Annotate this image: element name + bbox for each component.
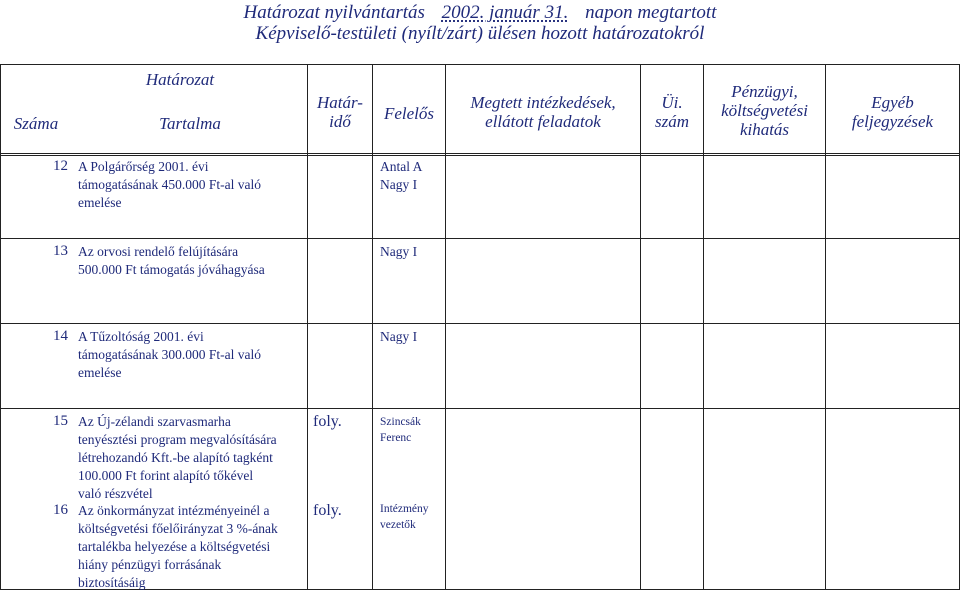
header-ui-szam <box>641 93 703 131</box>
responsible-line: Szincsák <box>380 416 421 428</box>
responsible-line: Ferenc <box>380 432 412 444</box>
header-ui-line2: szám <box>654 112 689 131</box>
header-intezkedesek-line2: ellátott feladatok <box>485 112 601 131</box>
row-responsible <box>380 501 444 533</box>
header-egyeb-line1: Egyéb <box>871 93 914 112</box>
header-tartalma: Tartalma <box>159 114 221 133</box>
row-number: 12 <box>53 158 68 174</box>
header-penzugyi <box>704 82 825 139</box>
row-number: 16 <box>53 502 68 518</box>
content-line: támogatásának 300.000 Ft-al való <box>78 347 261 362</box>
header-egyeb-line2: feljegyzések <box>851 112 934 131</box>
column-divider <box>640 64 641 590</box>
header-intezkedesek-line1: Megtett intézkedések, <box>470 93 616 112</box>
header-bottom-border-double <box>0 155 960 156</box>
column-divider <box>0 64 1 590</box>
column-divider <box>703 64 704 590</box>
header-penzugyi-line2: költségvetési <box>721 101 808 120</box>
row-responsible <box>380 414 444 446</box>
responsible-line: vezetők <box>380 519 416 531</box>
header-hatarido-line2: idő <box>329 112 351 131</box>
title-date: 2002. január 31. <box>441 2 569 23</box>
header-hatarido <box>308 93 372 131</box>
responsible-line: Nagy I <box>380 244 418 259</box>
row-content <box>78 328 306 382</box>
row-responsible <box>380 158 444 194</box>
content-line: emelése <box>78 365 122 380</box>
content-line: A Polgárőrség 2001. évi <box>78 159 209 174</box>
content-line: való részvétel <box>78 486 153 501</box>
row-content <box>78 502 306 592</box>
row-content <box>78 243 306 279</box>
responsible-line: Nagy I <box>380 177 418 192</box>
header-penzugyi-line3: kihatás <box>739 120 790 139</box>
header-intezkedesek <box>446 93 640 131</box>
row-divider <box>0 323 960 324</box>
content-line: 500.000 Ft támogatás jóváhagyása <box>78 262 265 277</box>
content-line: A Tűzoltóság 2001. évi <box>78 329 204 344</box>
table-top-border <box>0 64 960 65</box>
row-number: 14 <box>53 328 68 344</box>
title-line-2: Képviselő-testületi (nyílt/zárt) ülésen hozott határozatokról <box>255 23 705 44</box>
header-ui-line1: Üi. <box>661 93 683 112</box>
row-deadline: foly. <box>313 413 342 430</box>
column-divider <box>445 64 446 590</box>
row-responsible <box>380 243 444 261</box>
column-divider <box>307 64 308 590</box>
row-deadline: foly. <box>313 502 342 519</box>
content-line: emelése <box>78 195 122 210</box>
content-line: Az önkormányzat intézményeinél a <box>78 503 270 518</box>
row-divider <box>0 238 960 239</box>
header-bottom-border <box>0 153 960 154</box>
responsible-line: Antal A <box>380 159 423 174</box>
content-line: létrehozandó Kft.-be alapító tagként <box>78 450 273 465</box>
header-felelos: Felelős <box>383 104 435 123</box>
content-line: költségvetési főelőirányzat 3 %-ának <box>78 521 278 536</box>
column-divider <box>825 64 826 590</box>
responsible-line: Nagy I <box>380 329 418 344</box>
title-prefix: Határozat nyilvántartás <box>243 2 425 23</box>
row-number: 13 <box>53 243 68 259</box>
content-line: tenyésztési program megvalósítására <box>78 432 277 447</box>
content-line: hiány pénzügyi forrásának <box>78 557 222 572</box>
header-egyeb <box>826 93 959 131</box>
title-suffix: napon megtartott <box>585 2 717 23</box>
row-content <box>78 158 306 212</box>
content-line: tartalékba helyezése a költségvetési <box>78 539 271 554</box>
content-line: Az orvosi rendelő felújítására <box>78 244 239 259</box>
responsible-line: Intézmény <box>380 503 429 515</box>
header-hatarido-line1: Határ- <box>317 93 363 112</box>
row-number: 15 <box>53 413 68 429</box>
row-responsible <box>380 328 444 346</box>
row-content <box>78 413 306 503</box>
content-line: támogatásának 450.000 Ft-al való <box>78 177 261 192</box>
title-line-1 <box>0 2 960 24</box>
header-hatarozat: Határozat <box>145 70 215 89</box>
content-line: biztosításáig <box>78 575 146 590</box>
column-divider <box>372 64 373 590</box>
content-line: 100.000 Ft forint alapító tőkével <box>78 468 254 483</box>
header-szama: Száma <box>13 114 59 133</box>
header-penzugyi-line1: Pénzügyi, <box>731 82 798 101</box>
row-divider <box>0 408 960 409</box>
content-line: Az Új-zélandi szarvasmarha <box>78 414 231 429</box>
